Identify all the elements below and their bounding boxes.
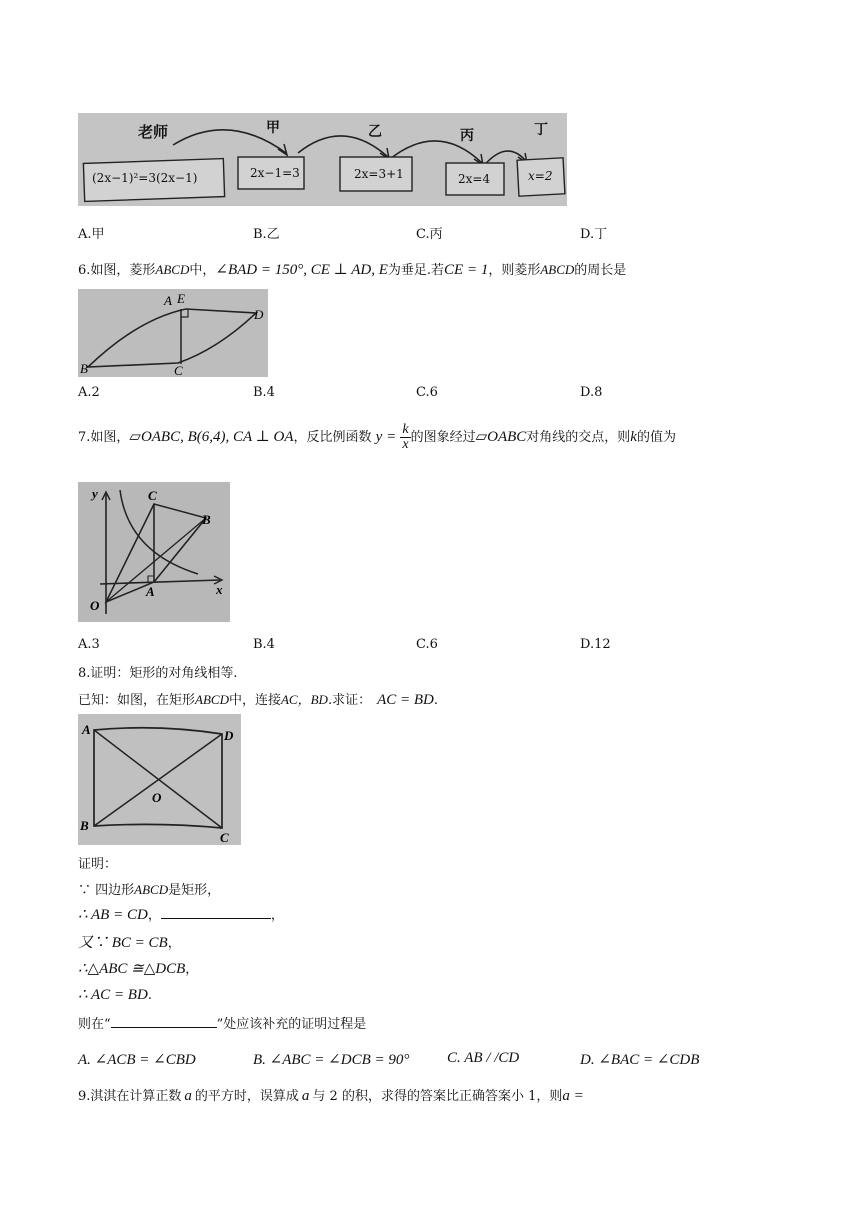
q6-option-c[interactable]: C.6 xyxy=(416,385,438,400)
q5-person-3: 丙 xyxy=(460,128,474,144)
q8-proof-line-6: 则在“ ”处应该补充的证明过程是 xyxy=(78,1017,367,1032)
q8-label-o: O xyxy=(152,790,162,805)
q5-teacher-label: 老师 xyxy=(138,123,169,141)
q5-figure xyxy=(78,113,567,206)
q7-option-d[interactable]: D.12 xyxy=(580,637,611,652)
q8-title: 8.证明：矩形的对角线相等. xyxy=(78,666,238,681)
q5-expr-1: 2x−1=3 xyxy=(250,166,300,180)
q8-answer-blank[interactable] xyxy=(161,906,271,919)
q8-proof-line-3: 又∵ BC = CB， xyxy=(78,935,181,951)
q8-figure xyxy=(78,714,241,845)
q5-start-expr: (2x−1)²=3(2x−1) xyxy=(92,171,198,185)
q5-expr-3: 2x=4 xyxy=(458,172,491,186)
q6-figure-svg xyxy=(78,289,268,377)
q5-person-2: 乙 xyxy=(368,124,382,140)
q6-question: 6.如图，菱形ABCD中，∠BAD = 150°, CE ⊥ AD, E为垂足.若CE = 1，则菱形ABCD的周长是 xyxy=(78,262,627,278)
q8-proof-line-1: ∵ 四边形ABCD是矩形， xyxy=(78,882,221,898)
q8-label-d: D xyxy=(224,728,234,743)
q8-proof-label: 证明： xyxy=(78,857,118,872)
q7-label-x: x xyxy=(216,582,223,597)
q8-label-a: A xyxy=(82,722,91,737)
q7-option-b[interactable]: B.4 xyxy=(253,637,275,652)
q7-option-a[interactable]: A.3 xyxy=(78,637,100,652)
q9-question: 9.淇淇在计算正数 a 的平方时，误算成 a 与 2 的积，求得的答案比正确答案小 1，则a = xyxy=(78,1088,584,1104)
q8-proof-line-4: ∴△ABC ≅△DCB， xyxy=(78,961,199,977)
q6-label-b: B xyxy=(80,361,88,376)
q5-expr-2: 2x=3+1 xyxy=(354,167,404,181)
q8-option-b[interactable]: B. ∠ABC = ∠DCB = 90° xyxy=(253,1052,410,1068)
q6-label-a: A xyxy=(164,293,172,308)
q8-options xyxy=(78,1050,778,1072)
q7-option-c[interactable]: C.6 xyxy=(416,637,438,652)
q8-proof-line-2: ∴ AB = CD， ， xyxy=(78,907,284,923)
q6-option-d[interactable]: D.8 xyxy=(580,385,603,400)
q7-question: 7.如图，▱OABC, B(6,4), CA ⊥ OA，反比例函数 y = $\frac{k}{x}$ 的图象经过▱OABC对角线的交点，则k的值为 xyxy=(78,422,676,452)
q7-options xyxy=(78,637,778,655)
q5-person-4: 丁 xyxy=(534,122,548,138)
q7-label-o: O xyxy=(90,598,100,613)
q5-option-c[interactable]: C.丙 xyxy=(416,227,443,242)
q7-figure xyxy=(78,482,230,622)
q8-proof-line-5: ∴ AC = BD. xyxy=(78,987,152,1003)
q5-option-a[interactable]: A.甲 xyxy=(78,227,105,242)
q6-label-c: C xyxy=(174,363,183,377)
q8-reference-blank xyxy=(111,1015,217,1028)
q5-option-d[interactable]: D.丁 xyxy=(580,227,608,242)
q6-option-b[interactable]: B.4 xyxy=(253,385,275,400)
q7-label-b: B xyxy=(202,512,211,527)
q7-figure-svg xyxy=(78,482,230,622)
q6-figure xyxy=(78,289,268,377)
q7-label-y: y xyxy=(92,486,98,501)
q7-fraction: $\frac{k}{x}$ xyxy=(402,422,409,452)
q7-label-c: C xyxy=(148,488,157,503)
q7-label-a: A xyxy=(146,584,155,599)
q6-label-d: D xyxy=(254,307,264,322)
q8-given: 已知：如图，在矩形ABCD中，连接AC，BD.求证： AC = BD. xyxy=(78,692,439,708)
q8-label-b: B xyxy=(80,818,89,833)
q5-option-b[interactable]: B.乙 xyxy=(253,227,280,242)
q5-expr-4: x=2 xyxy=(528,169,553,183)
q8-label-c: C xyxy=(220,830,229,845)
q5-person-1: 甲 xyxy=(266,120,280,136)
q8-option-a[interactable]: A. ∠ACB = ∠CBD xyxy=(78,1052,196,1068)
q6-label-e: E xyxy=(177,291,185,306)
q8-option-c[interactable]: C. AB / /CD xyxy=(447,1050,520,1066)
q6-option-a[interactable]: A.2 xyxy=(78,385,100,400)
q8-figure-svg xyxy=(78,714,241,845)
q5-options xyxy=(78,223,778,241)
q6-options xyxy=(78,385,778,403)
q8-option-d[interactable]: D. ∠BAC = ∠CDB xyxy=(580,1052,700,1068)
